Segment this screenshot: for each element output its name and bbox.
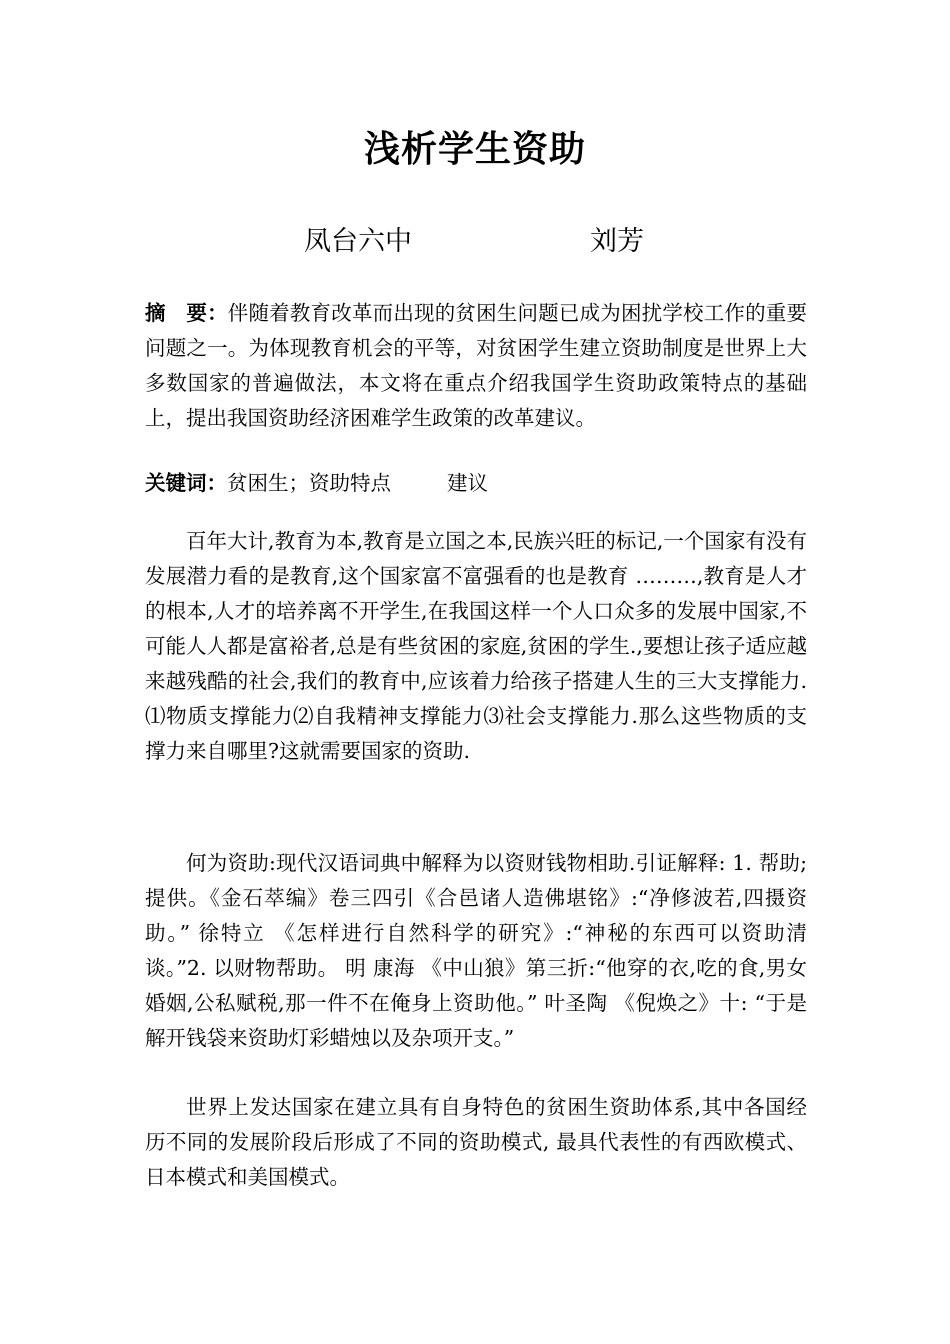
document-title: 浅析学生资助 bbox=[363, 129, 586, 170]
body-paragraph-2: 何为资助:现代汉语词典中解释为以资财钱物相助.引证解释: 1. 帮助;提供。《金石萃编》卷三四引《合邑诸人造佛堪铭》:“净修波若,四摄资助。” 徐特立 《怎样进行自然科学的研究》:“神秘的东西可以资助清谈。”2. 以财物帮助。 明 康海 《中山狼》第三折:“他穿的衣,吃的食,男女婚姻,公私赋税,那一件不在俺身上资助他。” 叶圣陶 《倪焕之》十: “于是解开钱袋来资助灯彩蜡烛以及杂项开支。” bbox=[145, 851, 807, 1050]
abstract-label: 摘 要： bbox=[145, 301, 228, 325]
abstract-text: 伴随着教育改革而出现的贫困生问题已成为困扰学校工作的重要问题之一。为体现教育机会的平等，对贫困学生建立资助制度是世界上大多数国家的普遍做法，本文将在重点介绍我国学生资助政策特点的基础上，提出我国资助经济困难学生政策的改革建议。 bbox=[145, 301, 808, 430]
keywords-extra: 建议 bbox=[447, 471, 488, 495]
keywords-label: 关键词： bbox=[145, 471, 227, 495]
author-name: 刘芳 bbox=[590, 226, 644, 257]
body-paragraph-1: 百年大计,教育为本,教育是立国之本,民族兴旺的标记,一个国家有没有发展潜力看的是教育,这个国家富不富强看的也是教育 ………,教育是人才的根本,人才的培养离不开学生,在我国这样一个人口众多的发展中国家,不可能人人都是富裕者,总是有些贫困的家庭,贫困的学生.,要想让孩子适应越来越残酷的社会,我们的教育中,应该着力给孩子搭建人生的三大支撑能力.⑴物质支撑能力⑵自我精神支撑能力⑶社会支撑能力.那么这些物质的支撑力来自哪里?这就需要国家的资助. bbox=[145, 529, 807, 763]
body-paragraph-3: 世界上发达国家在建立具有自身特色的贫困生资助体系,其中各国经历不同的发展阶段后形成了不同的资助模式, 最具代表性的有西欧模式、日本模式和美国模式。 bbox=[145, 1095, 807, 1189]
author-school: 凤台六中 bbox=[304, 226, 412, 257]
abstract bbox=[145, 296, 807, 436]
keywords-items: 贫困生；资助特点 bbox=[227, 471, 391, 495]
keywords bbox=[145, 466, 807, 501]
author-line bbox=[0, 222, 950, 262]
